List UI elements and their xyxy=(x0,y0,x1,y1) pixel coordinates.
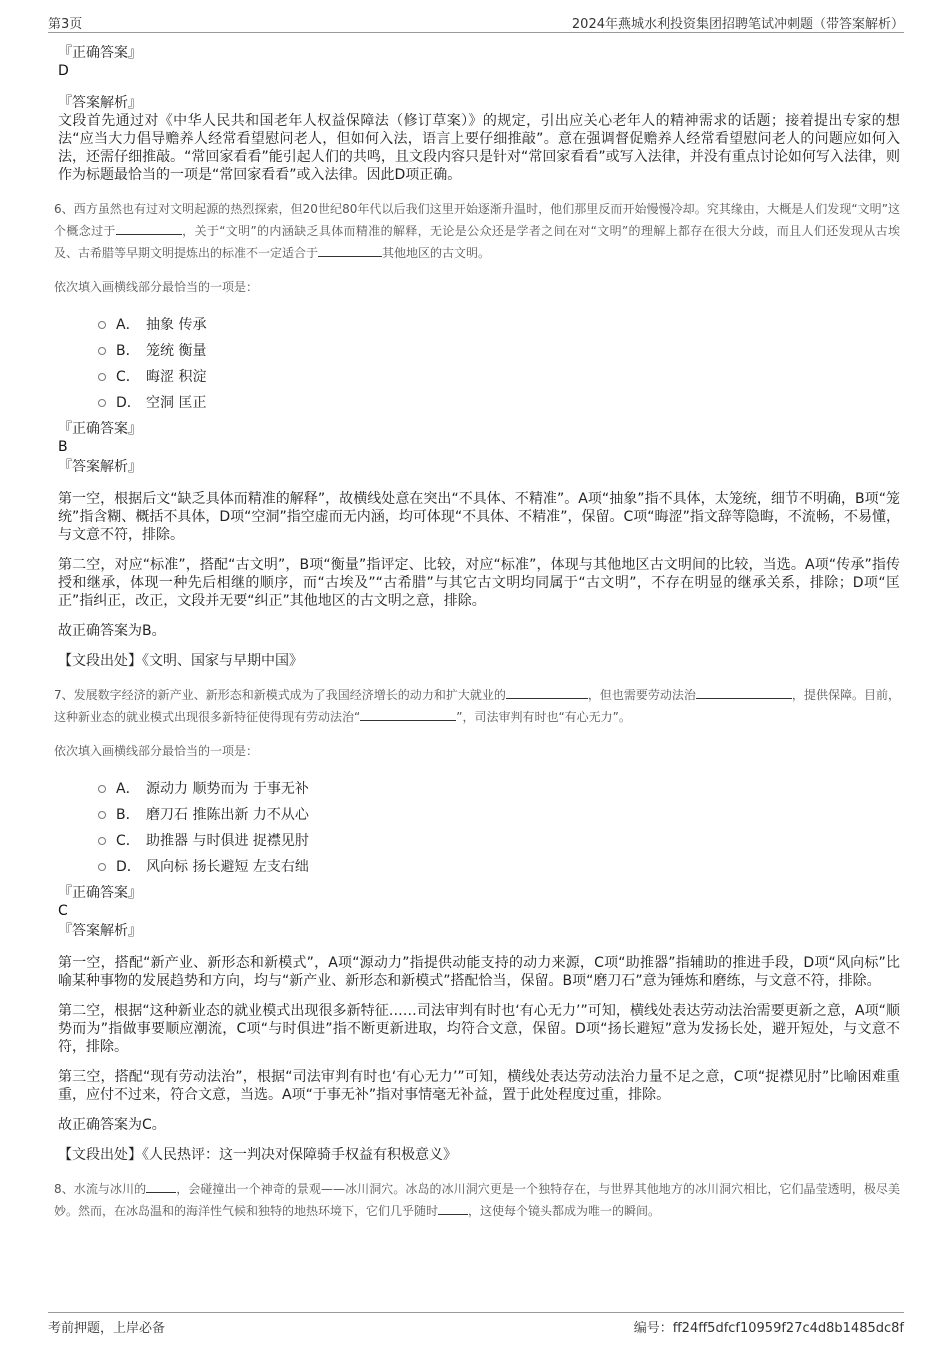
q6-analysis-3: 故正确答案为B。 xyxy=(58,623,166,639)
q7-option-b[interactable]: B． 磨刀石 推陈出新 力不从心 xyxy=(98,802,900,828)
q6-option-a[interactable]: A． 抽象 传承 xyxy=(98,312,900,338)
q7-blank-3 xyxy=(360,708,456,721)
q7-analysis-4: 故正确答案为C。 xyxy=(58,1117,166,1133)
q6-analysis-1: 第一空，根据后文“缺乏具体而精准的解释”，故横线处意在突出“不具体、不精准”。A项“抽象”指不具体，太笼统，细节不明确，B项“笼统”指含糊、概括不具体，D项“空洞”指空虚而无内涵，均可体现“不具体、不精准”，保留。C项“晦涩”指文辞等隐晦，不流畅，不易懂，与文意不符，排除。 xyxy=(58,491,900,543)
page-footer xyxy=(48,1312,904,1335)
radio-icon[interactable] xyxy=(98,347,106,355)
q6-blank-1 xyxy=(116,222,182,235)
page-content xyxy=(54,44,900,1222)
q7-option-a[interactable]: A． 源动力 顺势而为 于事无补 xyxy=(98,776,900,802)
q7-option-c[interactable]: C． 助推器 与时俱进 捉襟见肘 xyxy=(98,828,900,854)
radio-icon[interactable] xyxy=(98,399,106,407)
radio-icon[interactable] xyxy=(98,811,106,819)
q6-blank-2 xyxy=(318,244,382,257)
q7-prompt: 依次填入画横线部分最恰当的一项是： xyxy=(54,744,259,758)
radio-icon[interactable] xyxy=(98,321,106,329)
q8-blank-1 xyxy=(146,1180,176,1193)
footer-slogan: 考前押题，上岸必备 xyxy=(48,1321,166,1336)
q5-analysis-label: 『答案解析』 xyxy=(58,95,142,111)
q5-analysis: 文段首先通过对《中华人民共和国老年人权益保障法（修订草案）》的规定，引出应关心老年人的精神需求的话题；接着提出专家的想法“应当大力倡导赡养人经常看望慰问老人，但如何入法，语言上要仔细推敲”。意在强调督促赡养人经常看望慰问老人的问题应如何入法，还需仔细推敲。“常回家看看”能引起人们的共鸣，且文段内容只是针对“常回家看看”或写入法律，并没有重点讨论如何写入法律，则作为标题最恰当的一项是“常回家看看”或入法律。因此D项正确。 xyxy=(58,113,900,183)
q6-analysis-label: 『答案解析』 xyxy=(58,459,142,475)
q6-source: 【文段出处】《文明、国家与早期中国》 xyxy=(58,653,303,669)
q7-option-d[interactable]: D． 风向标 扬长避短 左支右绌 xyxy=(98,854,900,880)
q6-options xyxy=(98,312,900,416)
q7-blank-1 xyxy=(506,686,588,699)
q6-answer: B xyxy=(58,439,68,455)
document-code: 编号：ff24ff5dfcf10959f27c4d8b1485dc8f xyxy=(633,1321,904,1336)
document-title: 2024年燕城水利投资集团招聘笔试冲刺题（带答案解析） xyxy=(571,17,904,32)
q6-option-b[interactable]: B． 笼统 衡量 xyxy=(98,338,900,364)
q7-options xyxy=(98,776,900,880)
q7-answer: C xyxy=(58,903,68,919)
q7-analysis-3: 第三空，搭配“现有劳动法治”，根据“司法审判有时也‘有心无力’”可知，横线处表达劳动法治力量不足之意，C项“捉襟见肘”比喻困难重重，应付不过来，符合文意，当选。A项“于事无补”指对事情毫无补益，置于此处程度过重，排除。 xyxy=(58,1069,900,1103)
q6-option-d[interactable]: D． 空洞 匡正 xyxy=(98,390,900,416)
q7-analysis-2: 第二空，根据“这种新业态的就业模式出现很多新特征……司法审判有时也‘有心无力’”可知，横线处表达劳动法治需要更新之意，A项“顺势而为”指做事要顺应潮流，C项“与时俱进”指不断更新进取，均符合文意，保留。D项“扬长避短”意为发扬长处，避开短处，与文意不符，排除。 xyxy=(58,1003,900,1055)
q7-answer-label: 『正确答案』 xyxy=(58,885,142,901)
q6-option-c[interactable]: C． 晦涩 积淀 xyxy=(98,364,900,390)
q8-blank-2 xyxy=(438,1202,468,1215)
radio-icon[interactable] xyxy=(98,863,106,871)
q8-text: 8、水流与冰川的 ，会碰撞出一个神奇的景观——冰川洞穴。冰岛的冰川洞穴更是一个独特存在，与世界其他地方的冰川洞穴相比，它们晶莹透明，极尽美妙。然而，在冰岛温和的海洋性气候和独特的地热环境下，它们几乎随时 ，这使每个镜头都成为唯一的瞬间。 xyxy=(54,1182,900,1218)
q5-answer-label: 『正确答案』 xyxy=(58,45,142,61)
radio-icon[interactable] xyxy=(98,837,106,845)
q7-analysis-1: 第一空，搭配“新产业、新形态和新模式”，A项“源动力”指提供动能支持的动力来源，C项“助推器”指辅助的推进手段，D项“风向标”比喻某种事物的发展趋势和方向，均与“新产业、新形态和新模式”搭配恰当，保留。B项“磨刀石”意为锤炼和磨练，与文意不符，排除。 xyxy=(58,955,900,989)
page-number: 第3页 xyxy=(48,17,83,32)
q7-blank-2 xyxy=(696,686,792,699)
q7-analysis-label: 『答案解析』 xyxy=(58,923,142,939)
q6-analysis-2: 第二空，对应“标准”，搭配“古文明”，B项“衡量”指评定、比较，对应“标准”，体现与其他地区古文明间的比较，当选。A项“传承”指传授和继承，体现一种先后相继的顺序，而“古埃及”“古希腊”与其它古文明均同属于“古文明”，不存在明显的继承关系，排除；D项“匡正”指纠正，改正，文段并无要“纠正”其他地区的古文明之意，排除。 xyxy=(58,557,900,609)
page-header xyxy=(48,10,904,33)
q6-text: 6、西方虽然也有过对文明起源的热烈探索，但20世纪80年代以后我们这里开始逐渐升温时，他们那里反而开始慢慢冷却。究其缘由，大概是人们发现“文明”这个概念过于 ，关于“文明”的内涵缺乏具体而精准的解释，无论是公众还是学者之间在对“文明”的理解上都存在很大分歧，而且人们还发现从古埃及、古希腊等早期文明提炼出的标准不一定适合于 其他地区的古文明。 xyxy=(54,202,900,260)
q6-prompt: 依次填入画横线部分最恰当的一项是： xyxy=(54,280,259,294)
radio-icon[interactable] xyxy=(98,785,106,793)
q5-answer: D xyxy=(58,63,69,79)
q6-answer-label: 『正确答案』 xyxy=(58,421,142,437)
radio-icon[interactable] xyxy=(98,373,106,381)
q7-source: 【文段出处】《人民热评：这一判决对保障骑手权益有积极意义》 xyxy=(58,1147,457,1163)
q7-text: 7、发展数字经济的新产业、新形态和新模式成为了我国经济增长的动力和扩大就业的 ，但也需要劳动法治 ，提供保障。目前，这种新业态的就业模式出现很多新特征使得现有劳动法治“ ”，司法审判有时也“有心无力”。 xyxy=(54,688,900,724)
